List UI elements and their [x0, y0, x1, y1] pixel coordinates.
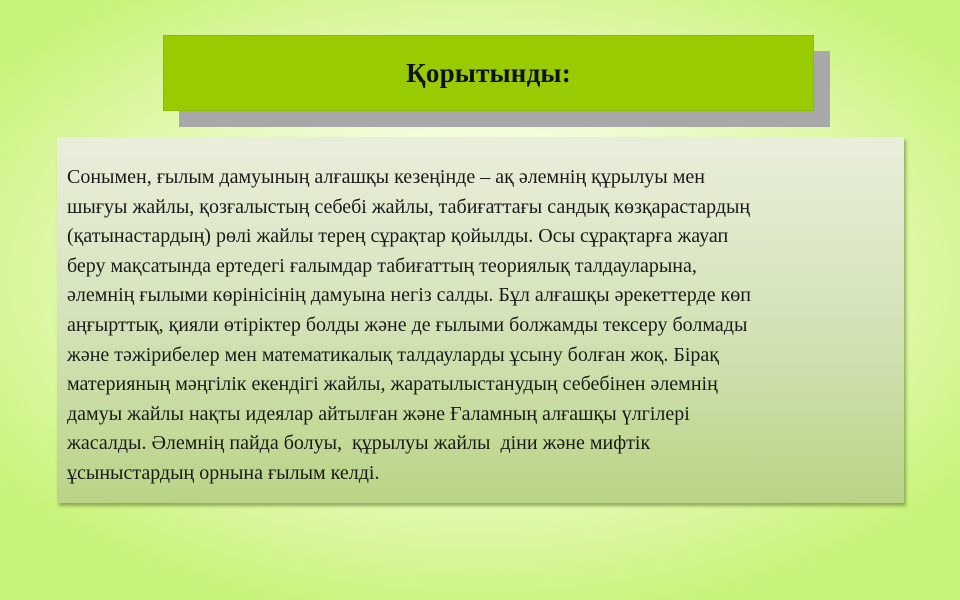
title-box: [163, 35, 814, 111]
body-text: Сонымен, ғылым дамуының алғашқы кезеңінде – ақ әлемнің құрылуы мен шығуы жайлы, қозғалыстың себебі жайлы, табиғаттағы сандық көзқарастардың (қатынастардың) рөлі жайлы терең сұрақтар қойылды. Осы сұрақтарға жауап беру мақсатында ертедегі ғалымдар табиғаттың теориялық талдауларына, әлемнің ғылыми көрінісінің дамуына негіз салды. Бұл алғашқы әрекеттерде көп аңғырттық, қияли өтіріктер болды және де ғылыми болжамды тексеру болмады және тәжірибелер мен математикалық талдауларды ұсыну болған жоқ. Бірақ материяның мәңгілік екендігі жайлы, жаратылыстанудың себебінен әлемнің дамуы жайлы нақты идеялар айтылған және Ғаламның алғашқы үлгілері жасалды. Әлемнің пайда болуы, құрылуы жайлы діни және мифтік ұсыныстардың орнына ғылым келді.: [67, 166, 751, 484]
slide-title: Қорытынды:: [406, 57, 571, 88]
content-box: [57, 137, 904, 503]
